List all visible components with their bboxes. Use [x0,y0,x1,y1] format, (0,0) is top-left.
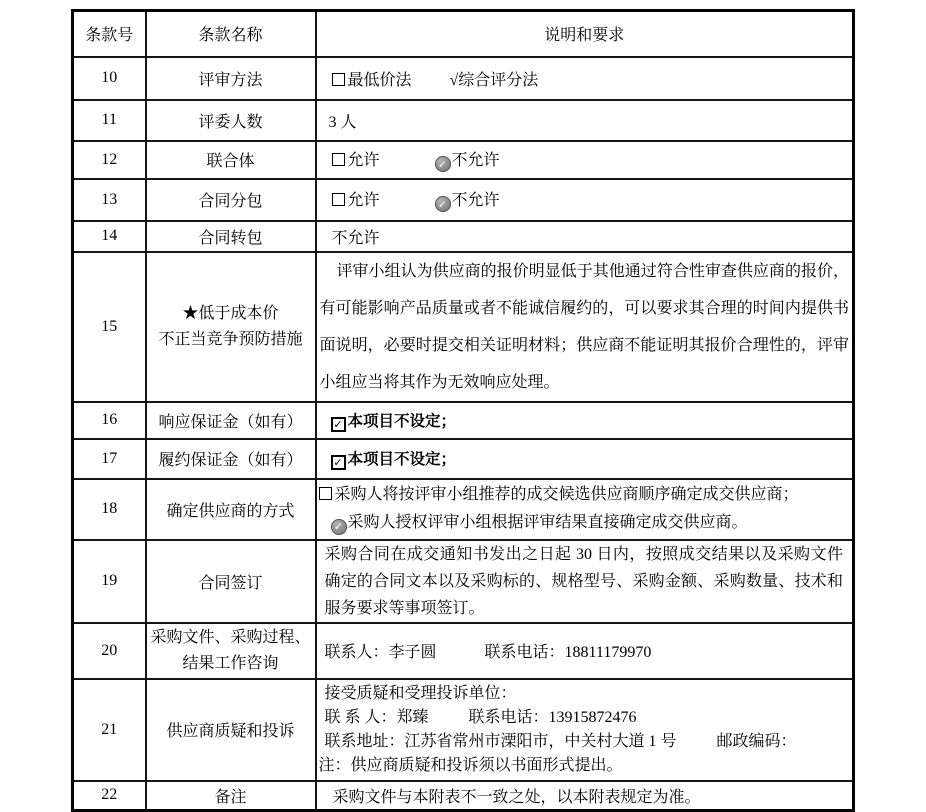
clause-no: 16 [73,402,146,439]
option-label: 允许 [347,191,380,209]
clause-name-line: 结果工作咨询 [182,654,279,672]
clause-name [146,623,316,679]
clause-name: 响应保证金（如有） [146,402,316,439]
clause-desc [316,57,854,100]
clause-name-line: 不正当竞争预防措施 [158,330,303,348]
clause-no: 13 [73,179,146,221]
clause-name: 供应商质疑和投诉 [146,679,316,781]
clause-no: 17 [73,439,146,479]
checked-checkbox-icon [331,417,346,432]
clause-desc [316,402,854,439]
table-row-10 [73,57,854,100]
unchecked-checkbox-icon [319,487,332,500]
option-label: 本项目不设定； [347,450,457,468]
contact-address: 联系地址：江苏省常州市溧阳市，中关村大道 1 号 [324,732,677,750]
table-row-13 [73,179,854,221]
clause-no: 12 [73,141,146,179]
unchecked-checkbox-icon [332,193,345,206]
clause-name: 评委人数 [146,100,316,141]
clause-no: 19 [73,540,146,623]
check-glyph: ✓ [437,157,448,171]
checked-circle-icon [435,196,451,212]
checked-circle-icon [435,156,451,172]
option-label: 采购人将按评审小组推荐的成交候选供应商顺序确定成交供应商； [334,486,799,503]
clause-desc [316,679,854,781]
option-label: √综合评分法 [449,71,539,89]
table-row-19 [73,540,854,623]
header-row [73,11,854,57]
complaint-note-line: 注：供应商质疑和投诉须以书面形式提出。 [318,756,623,774]
option-label: 不允许 [451,151,500,169]
header-clause-name: 条款名称 [146,11,316,57]
contact-phone: 联系电话：13915872476 [468,708,637,726]
clause-desc: 3 人 [316,100,854,141]
complaint-unit-line: 接受质疑和受理投诉单位： [324,684,517,702]
table-row-21 [73,679,854,781]
table-row-14 [73,221,854,252]
table-row-16 [73,402,854,439]
check-glyph: ✓ [333,417,343,431]
clause-no: 14 [73,221,146,252]
check-glyph: ✓ [437,197,448,211]
unchecked-checkbox-icon [332,73,345,86]
clause-name: 评审方法 [146,57,316,100]
clause-name: 合同转包 [146,221,316,252]
clause-no: 21 [73,679,146,781]
check-glyph: ✓ [333,520,344,533]
clause-name: 备注 [146,781,316,811]
option-line [319,509,848,537]
table-row-17 [73,439,854,479]
clause-name [146,252,316,402]
postal-code-label: 邮政编码： [716,732,797,750]
table-row-12 [73,141,854,179]
contact-person: 联系人：李子圆 [324,644,437,661]
clause-table [71,9,855,812]
clause-name: 合同签订 [146,540,316,623]
clause-name-line: ★低于成本价 [182,304,279,322]
header-description: 说明和要求 [316,11,854,57]
clause-no: 15 [73,252,146,402]
table-row-15 [73,252,854,402]
clause-desc: 不允许 [316,221,854,252]
clause-no: 22 [73,781,146,811]
complaint-address-line [325,730,848,754]
table-row-11 [73,100,854,141]
clause-paragraph: 采购合同在成交通知书发出之日起 30 日内，按照成交结果以及采购文件确定的合同文本以及采购标的、规格型号、采购金额、采购数量、技术和服务要求等事项签订。 [324,545,843,617]
clause-desc [316,479,854,540]
clause-name: 联合体 [146,141,316,179]
clause-no: 10 [73,57,146,100]
unchecked-checkbox-icon [332,153,345,166]
option-label: 最低价法 [347,71,412,89]
clause-no: 11 [73,100,146,141]
option-label: 允许 [347,151,380,169]
clause-desc [316,623,854,679]
check-glyph: ✓ [333,456,343,469]
clause-desc [316,179,854,221]
contact-phone: 联系电话：18811179970 [484,644,652,661]
clause-no: 18 [73,479,146,540]
table-row-22 [73,781,854,811]
clause-paragraph: 评审小组认为供应商的报价明显低于其他通过符合性审查供应商的报价，有可能影响产品质量或者不能诚信履约的，可以要求其合理的时间内提供书面说明，必要时提交相关证明材料；供应商不能证明其报价合理性的，评审小组应当将其作为无效响应处理。 [319,262,849,391]
clause-name: 履约保证金（如有） [146,439,316,479]
clause-name: 合同分包 [146,179,316,221]
clause-desc [316,540,854,623]
clause-name: 确定供应商的方式 [146,479,316,540]
header-clause-no: 条款号 [73,11,146,57]
clause-no: 20 [73,623,146,679]
clause-desc [316,252,854,402]
complaint-contact-line [325,706,848,730]
clause-desc [316,141,854,179]
table-row-18 [73,479,854,540]
clause-name-line: 采购文件、采购过程、 [150,628,311,646]
option-label: 本项目不设定； [347,411,457,430]
table-row-20 [73,623,854,679]
checked-checkbox-icon [331,455,346,470]
checked-circle-icon [331,519,347,535]
contact-person: 联 系 人：郑臻 [324,708,429,726]
clause-desc: 采购文件与本附表不一致之处，以本附表规定为准。 [316,781,854,811]
option-label: 不允许 [451,191,500,209]
clause-desc [316,439,854,479]
option-line [319,481,848,509]
option-label: 采购人授权评审小组根据评审结果直接确定成交供应商。 [347,514,748,531]
